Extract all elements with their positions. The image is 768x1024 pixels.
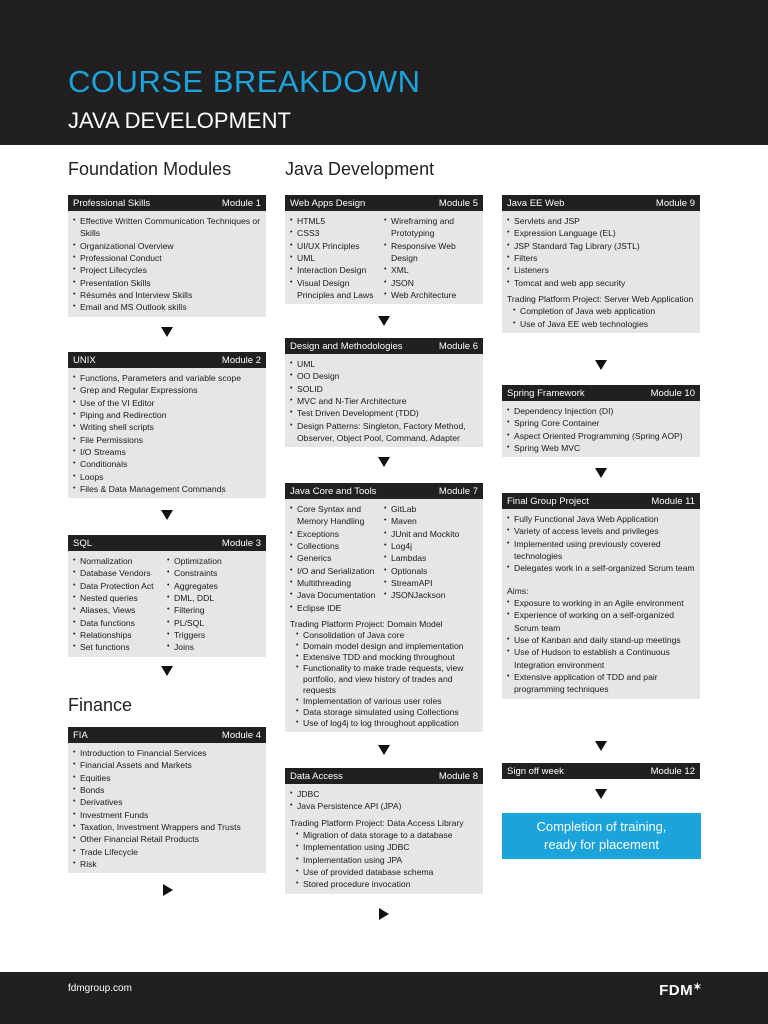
list-item: • Aspect Oriented Programming (Spring AOP) xyxy=(507,430,695,442)
list-item: • Piping and Redirection xyxy=(73,409,261,421)
list-item: • Aliases, Views xyxy=(73,604,167,616)
down-arrow-icon xyxy=(161,510,173,520)
list-item: • Consolidation of Java core xyxy=(296,630,478,641)
list-item: • Data Protection Act xyxy=(73,580,167,592)
project-title: Trading Platform Project: Server Web Application xyxy=(507,294,694,305)
module-list xyxy=(73,747,261,870)
list-item: • Test Driven Development (TDD) xyxy=(290,407,478,419)
list-item: • Generics xyxy=(290,552,384,564)
module-list xyxy=(507,405,695,454)
module-list xyxy=(73,215,261,314)
list-item: • Trade Lifecycle xyxy=(73,846,261,858)
aims-label: Aims: xyxy=(507,585,529,596)
list-item: • File Permissions xyxy=(73,434,261,446)
list-item: • Implementation using JPA xyxy=(296,854,478,866)
list-item: • UML xyxy=(290,252,384,264)
list-item: • Filtering xyxy=(167,604,261,616)
list-item: • Visual Design Principles and Laws xyxy=(290,277,384,302)
list-item: • DML, DDL xyxy=(167,592,261,604)
module-header xyxy=(502,763,700,779)
module-12-card xyxy=(502,763,700,779)
module-list-col2 xyxy=(167,555,261,654)
list-item: • Effective Written Communication Techniques or Skills xyxy=(73,215,261,240)
module-header xyxy=(68,352,266,368)
module-number: Module 5 xyxy=(438,197,478,209)
right-arrow-icon xyxy=(379,908,389,920)
module-header xyxy=(285,483,483,499)
list-item: • Résumés and Interview Skills xyxy=(73,289,261,301)
list-item: • Exposure to working in an Agile environment xyxy=(507,597,695,609)
module-header xyxy=(285,195,483,211)
list-item: • Optimization xyxy=(167,555,261,567)
module-list-col1 xyxy=(73,555,167,654)
aims-list xyxy=(507,597,695,696)
list-item: • CSS3 xyxy=(290,227,384,239)
module-name: Data Access xyxy=(290,770,343,782)
list-item: • Fully Functional Java Web Application xyxy=(507,513,695,525)
module-list-col1 xyxy=(290,503,384,614)
right-arrow-icon xyxy=(163,884,173,896)
list-item: • UML xyxy=(290,358,478,370)
list-item: • Java Documentation xyxy=(290,589,384,601)
list-item: • Dependency Injection (DI) xyxy=(507,405,695,417)
list-item: • MVC and N-Tier Architecture xyxy=(290,395,478,407)
page-title: COURSE BREAKDOWN xyxy=(68,64,421,99)
list-item: • Experience of working on a self-organized Scrum team xyxy=(507,609,695,634)
module-11-card xyxy=(502,493,700,699)
fdm-logo xyxy=(659,982,702,999)
down-arrow-icon xyxy=(378,316,390,326)
list-item: • Delegates work in a self-organized Scrum team xyxy=(507,562,695,574)
module-header xyxy=(285,768,483,784)
module-header xyxy=(502,385,700,401)
module-header xyxy=(68,195,266,211)
module-7-card xyxy=(285,483,483,732)
list-item: • Maven xyxy=(384,515,478,527)
module-1-card xyxy=(68,195,266,317)
page-subtitle: JAVA DEVELOPMENT xyxy=(68,108,291,133)
list-item: • Extensive TDD and mocking throughout xyxy=(296,652,478,663)
list-item: • Conditionals xyxy=(73,458,261,470)
module-name: Professional Skills xyxy=(73,197,151,209)
down-arrow-icon xyxy=(595,741,607,751)
list-item: • Expression Language (EL) xyxy=(507,227,695,239)
list-item: • Variety of access levels and privileges xyxy=(507,525,695,537)
module-list xyxy=(507,215,695,289)
module-name: FIA xyxy=(73,729,88,741)
completion-line-2: ready for placement xyxy=(544,837,659,852)
module-name: Java EE Web xyxy=(507,197,565,209)
list-item: • Extensive application of TDD and pair programming techniques xyxy=(507,671,695,696)
module-10-card xyxy=(502,385,700,457)
list-item: • Functionality to make trade requests, view portfolio, and view history of trades and requests xyxy=(296,663,478,696)
list-item: • GitLab xyxy=(384,503,478,515)
module-number: Module 7 xyxy=(438,485,478,497)
down-arrow-icon xyxy=(161,666,173,676)
module-name: Final Group Project xyxy=(507,495,589,507)
list-item: • HTML5 xyxy=(290,215,384,227)
module-header xyxy=(502,493,700,509)
list-item: • Implementation of various user roles xyxy=(296,696,478,707)
list-item: • Normalization xyxy=(73,555,167,567)
list-item: • SOLID xyxy=(290,383,478,395)
list-item: • Core Syntax and Memory Handling xyxy=(290,503,384,528)
list-item: • StreamAPI xyxy=(384,577,478,589)
footer-band xyxy=(0,972,768,1024)
list-item: • I/O and Serialization xyxy=(290,565,384,577)
list-item: • Log4j xyxy=(384,540,478,552)
list-item: • Completion of Java web application xyxy=(513,305,695,317)
list-item: • Triggers xyxy=(167,629,261,641)
list-item: • Functions, Parameters and variable scope xyxy=(73,372,261,384)
list-item: • Set functions xyxy=(73,641,167,653)
list-item: • Use of Kanban and daily stand-up meetings xyxy=(507,634,695,646)
list-item: • Use of log4j to log throughout application xyxy=(296,718,478,729)
list-item: • Presentation Skills xyxy=(73,277,261,289)
module-header xyxy=(285,338,483,354)
list-item: • Data functions xyxy=(73,617,167,629)
module-name: Design and Methodologies xyxy=(290,340,403,352)
list-item: • JSONJackson xyxy=(384,589,478,601)
list-item: • Loops xyxy=(73,471,261,483)
down-arrow-icon xyxy=(378,457,390,467)
project-title: Trading Platform Project: Domain Model xyxy=(290,619,443,630)
list-item: • Lambdas xyxy=(384,552,478,564)
list-item: • JSP Standard Tag Library (JSTL) xyxy=(507,240,695,252)
list-item: • Implementation using JDBC xyxy=(296,841,478,853)
section-title-foundation: Foundation Modules xyxy=(68,159,232,179)
list-item: • Filters xyxy=(507,252,695,264)
module-number: Module 12 xyxy=(650,765,695,777)
list-item: • UI/UX Principles xyxy=(290,240,384,252)
list-item: • Introduction to Financial Services xyxy=(73,747,261,759)
list-item: • JSON xyxy=(384,277,478,289)
list-item: • Bonds xyxy=(73,784,261,796)
list-item: • Joins xyxy=(167,641,261,653)
list-item: • XML xyxy=(384,264,478,276)
section-title-finance: Finance xyxy=(68,695,133,715)
list-item: • Implemented using previously covered technologies xyxy=(507,538,695,563)
module-header xyxy=(68,727,266,743)
list-item: • Wireframing and Prototyping xyxy=(384,215,478,240)
list-item: • Risk xyxy=(73,858,261,870)
list-item: • Professional Conduct xyxy=(73,252,261,264)
module-number: Module 3 xyxy=(221,537,261,549)
project-list xyxy=(290,630,478,728)
module-name: Java Core and Tools xyxy=(290,485,377,497)
list-item: • JDBC xyxy=(290,788,478,800)
down-arrow-icon xyxy=(161,327,173,337)
list-item: • Aggregates xyxy=(167,580,261,592)
list-item: • Relationships xyxy=(73,629,167,641)
list-item: • Eclipse IDE xyxy=(290,602,384,614)
module-name: Spring Framework xyxy=(507,387,585,399)
list-item: • Project Lifecycles xyxy=(73,264,261,276)
list-item: • Servlets and JSP xyxy=(507,215,695,227)
module-name: UNIX xyxy=(73,354,96,366)
list-item: • Use of provided database schema xyxy=(296,866,478,878)
section-title-java: Java Development xyxy=(285,159,435,179)
header-band xyxy=(0,0,768,145)
list-item: • Responsive Web Design xyxy=(384,240,478,265)
module-list xyxy=(507,513,695,575)
module-6-card xyxy=(285,338,483,447)
list-item: • Other Financial Retail Products xyxy=(73,833,261,845)
down-arrow-icon xyxy=(595,789,607,799)
module-number: Module 9 xyxy=(655,197,695,209)
module-header xyxy=(68,535,266,551)
list-item: • Nested queries xyxy=(73,592,167,604)
list-item: • Stored procedure invocation xyxy=(296,878,478,890)
module-list xyxy=(290,358,478,444)
module-list xyxy=(290,788,478,813)
list-item: • Equities xyxy=(73,772,261,784)
list-item: • Collections xyxy=(290,540,384,552)
project-list xyxy=(290,829,478,891)
down-arrow-icon xyxy=(378,745,390,755)
module-name: Web Apps Design xyxy=(290,197,366,209)
list-item: • Design Patterns: Singleton, Factory Method, Observer, Object Pool, Command, Adapter xyxy=(290,420,478,445)
project-title: Trading Platform Project: Data Access Library xyxy=(290,817,464,828)
list-item: • Migration of data storage to a database xyxy=(296,829,478,841)
list-item: • Optionals xyxy=(384,565,478,577)
list-item: • Interaction Design xyxy=(290,264,384,276)
module-number: Module 6 xyxy=(438,340,478,352)
module-name: Sign off week xyxy=(507,765,564,777)
list-item: • Exceptions xyxy=(290,528,384,540)
down-arrow-icon xyxy=(595,360,607,370)
list-item: • Spring Web MVC xyxy=(507,442,695,454)
list-item: • Use of the VI Editor xyxy=(73,397,261,409)
list-item: • Financial Assets and Markets xyxy=(73,759,261,771)
module-number: Module 8 xyxy=(438,770,478,782)
list-item: • Spring Core Container xyxy=(507,417,695,429)
list-item: • Investment Funds xyxy=(73,809,261,821)
list-item: • PL/SQL xyxy=(167,617,261,629)
module-header xyxy=(502,195,700,211)
list-item: • Taxation, Investment Wrappers and Trusts xyxy=(73,821,261,833)
module-number: Module 1 xyxy=(221,197,261,209)
list-item: • Email and MS Outlook skills xyxy=(73,301,261,313)
list-item: • Web Architecture xyxy=(384,289,478,301)
module-number: Module 10 xyxy=(650,387,695,399)
list-item: • Grep and Regular Expressions xyxy=(73,384,261,396)
list-item: • Derivatives xyxy=(73,796,261,808)
footer-url: fdmgroup.com xyxy=(68,983,132,994)
list-item: • Organizational Overview xyxy=(73,240,261,252)
module-number: Module 4 xyxy=(221,729,261,741)
project-list xyxy=(507,305,695,330)
list-item: • Multithreading xyxy=(290,577,384,589)
list-item: • Database Vendors xyxy=(73,567,167,579)
list-item: • I/O Streams xyxy=(73,446,261,458)
module-list-col2 xyxy=(384,215,478,301)
list-item: • Writing shell scripts xyxy=(73,421,261,433)
module-9-card xyxy=(502,195,700,333)
module-list xyxy=(73,372,261,495)
module-3-card xyxy=(68,535,266,657)
module-number: Module 2 xyxy=(221,354,261,366)
list-item: • OO Design xyxy=(290,370,478,382)
list-item: • Domain model design and implementation xyxy=(296,641,478,652)
logo-text: FDM xyxy=(659,982,694,999)
list-item: • Use of Hudson to establish a Continuous Integration environment xyxy=(507,646,695,671)
list-item: • JUnit and Mockito xyxy=(384,528,478,540)
module-5-card xyxy=(285,195,483,304)
module-list-col1 xyxy=(290,215,384,301)
list-item: • Data storage simulated using Collections xyxy=(296,707,478,718)
down-arrow-icon xyxy=(595,468,607,478)
module-2-card xyxy=(68,352,266,498)
module-8-card xyxy=(285,768,483,894)
completion-banner xyxy=(502,813,701,859)
list-item: • Listeners xyxy=(507,264,695,276)
list-item: • Constraints xyxy=(167,567,261,579)
list-item: • Java Persistence API (JPA) xyxy=(290,800,478,812)
module-number: Module 11 xyxy=(651,495,695,507)
list-item: • Use of Java EE web technologies xyxy=(513,318,695,330)
module-list-col2 xyxy=(384,503,478,614)
star-icon: ✶ xyxy=(693,982,702,993)
completion-line-1: Completion of training, xyxy=(536,819,667,834)
list-item: • Tomcat and web app security xyxy=(507,277,695,289)
module-name: SQL xyxy=(73,537,93,549)
module-4-card xyxy=(68,727,266,873)
list-item: • Files & Data Management Commands xyxy=(73,483,261,495)
